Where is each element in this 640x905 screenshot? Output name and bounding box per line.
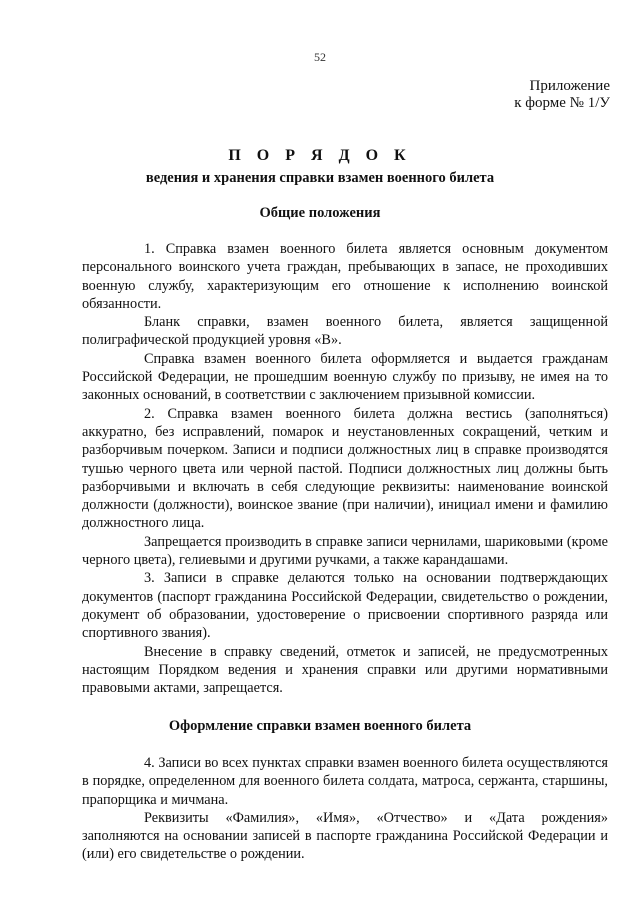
appendix-line-2: к форме № 1/У xyxy=(514,95,610,111)
paragraph: 3. Записи в справке делаются только на основании подтверждающих документов (паспорт гражданина Российской Федерации, свидетельство о рождении, документ об образовании, удостоверение о присвоении спортивного разряда или спортивного звания). xyxy=(82,570,608,642)
paragraph: Запрещается производить в справке записи чернилами, шариковыми (кроме черного цвета), гелиевыми и другими ручками, а также карандашами. xyxy=(82,533,608,569)
paragraph: Справка взамен военного билета оформляется и выдается гражданам Российской Федерации, не прошедшим военную службу по призыву, не имея на то законных оснований, в соответствии с заключением призывной комиссии. xyxy=(82,350,608,404)
paragraph: Внесение в справку сведений, отметок и записей, не предусмотренных настоящим Порядком ведения и хранения справки или другими нормативными правовыми актами, запрещается. xyxy=(82,643,608,697)
page-number: 52 xyxy=(314,50,326,64)
paragraph: Бланк справки, взамен военного билета, является защищенной полиграфической продукцией уровня «В». xyxy=(82,314,608,349)
appendix-note xyxy=(514,78,610,112)
section-heading-registration: Оформление справки взамен военного билета xyxy=(168,718,472,734)
paragraph: 2. Справка взамен военного билета должна вестись (заполняться) аккуратно, без исправлений, помарок и неустановленных сокращений, четким и разборчивым почерком. Записи и подписи должностных лиц в справке производятся тушью черного цвета или черной пастой. Подписи должностных лиц должны быть разборчивыми и включать в себя следующие реквизиты: наименование воинской должности (должности), воинское звание (при наличии), инициал имени и фамилию должностного лица. xyxy=(82,405,608,532)
section-heading-general: Общие положения xyxy=(259,205,381,221)
document-subtitle: ведения и хранения справки взамен военного билета xyxy=(145,170,495,186)
section-body-general xyxy=(82,240,608,697)
paragraph: 4. Записи во всех пунктах справки взамен военного билета осуществляются в порядке, определенном для военного билета солдата, матроса, сержанта, старшины, прапорщика и мичмана. xyxy=(82,755,608,808)
document-title: П О Р Я Д О К xyxy=(228,147,412,164)
appendix-line-1: Приложение xyxy=(529,78,610,94)
section-body-registration xyxy=(82,754,608,864)
paragraph: 1. Справка взамен военного билета является основным документом персонального воинского учета граждан, пребывающих в запасе, не проходивших военную службу, характеризующим его отношение к исполнению воинской обязанности. xyxy=(82,241,608,312)
paragraph: Реквизиты «Фамилия», «Имя», «Отчество» и «Дата рождения» заполняются на основании записей в паспорте гражданина Российской Федерации и (или) его свидетельстве о рождении. xyxy=(82,809,608,863)
